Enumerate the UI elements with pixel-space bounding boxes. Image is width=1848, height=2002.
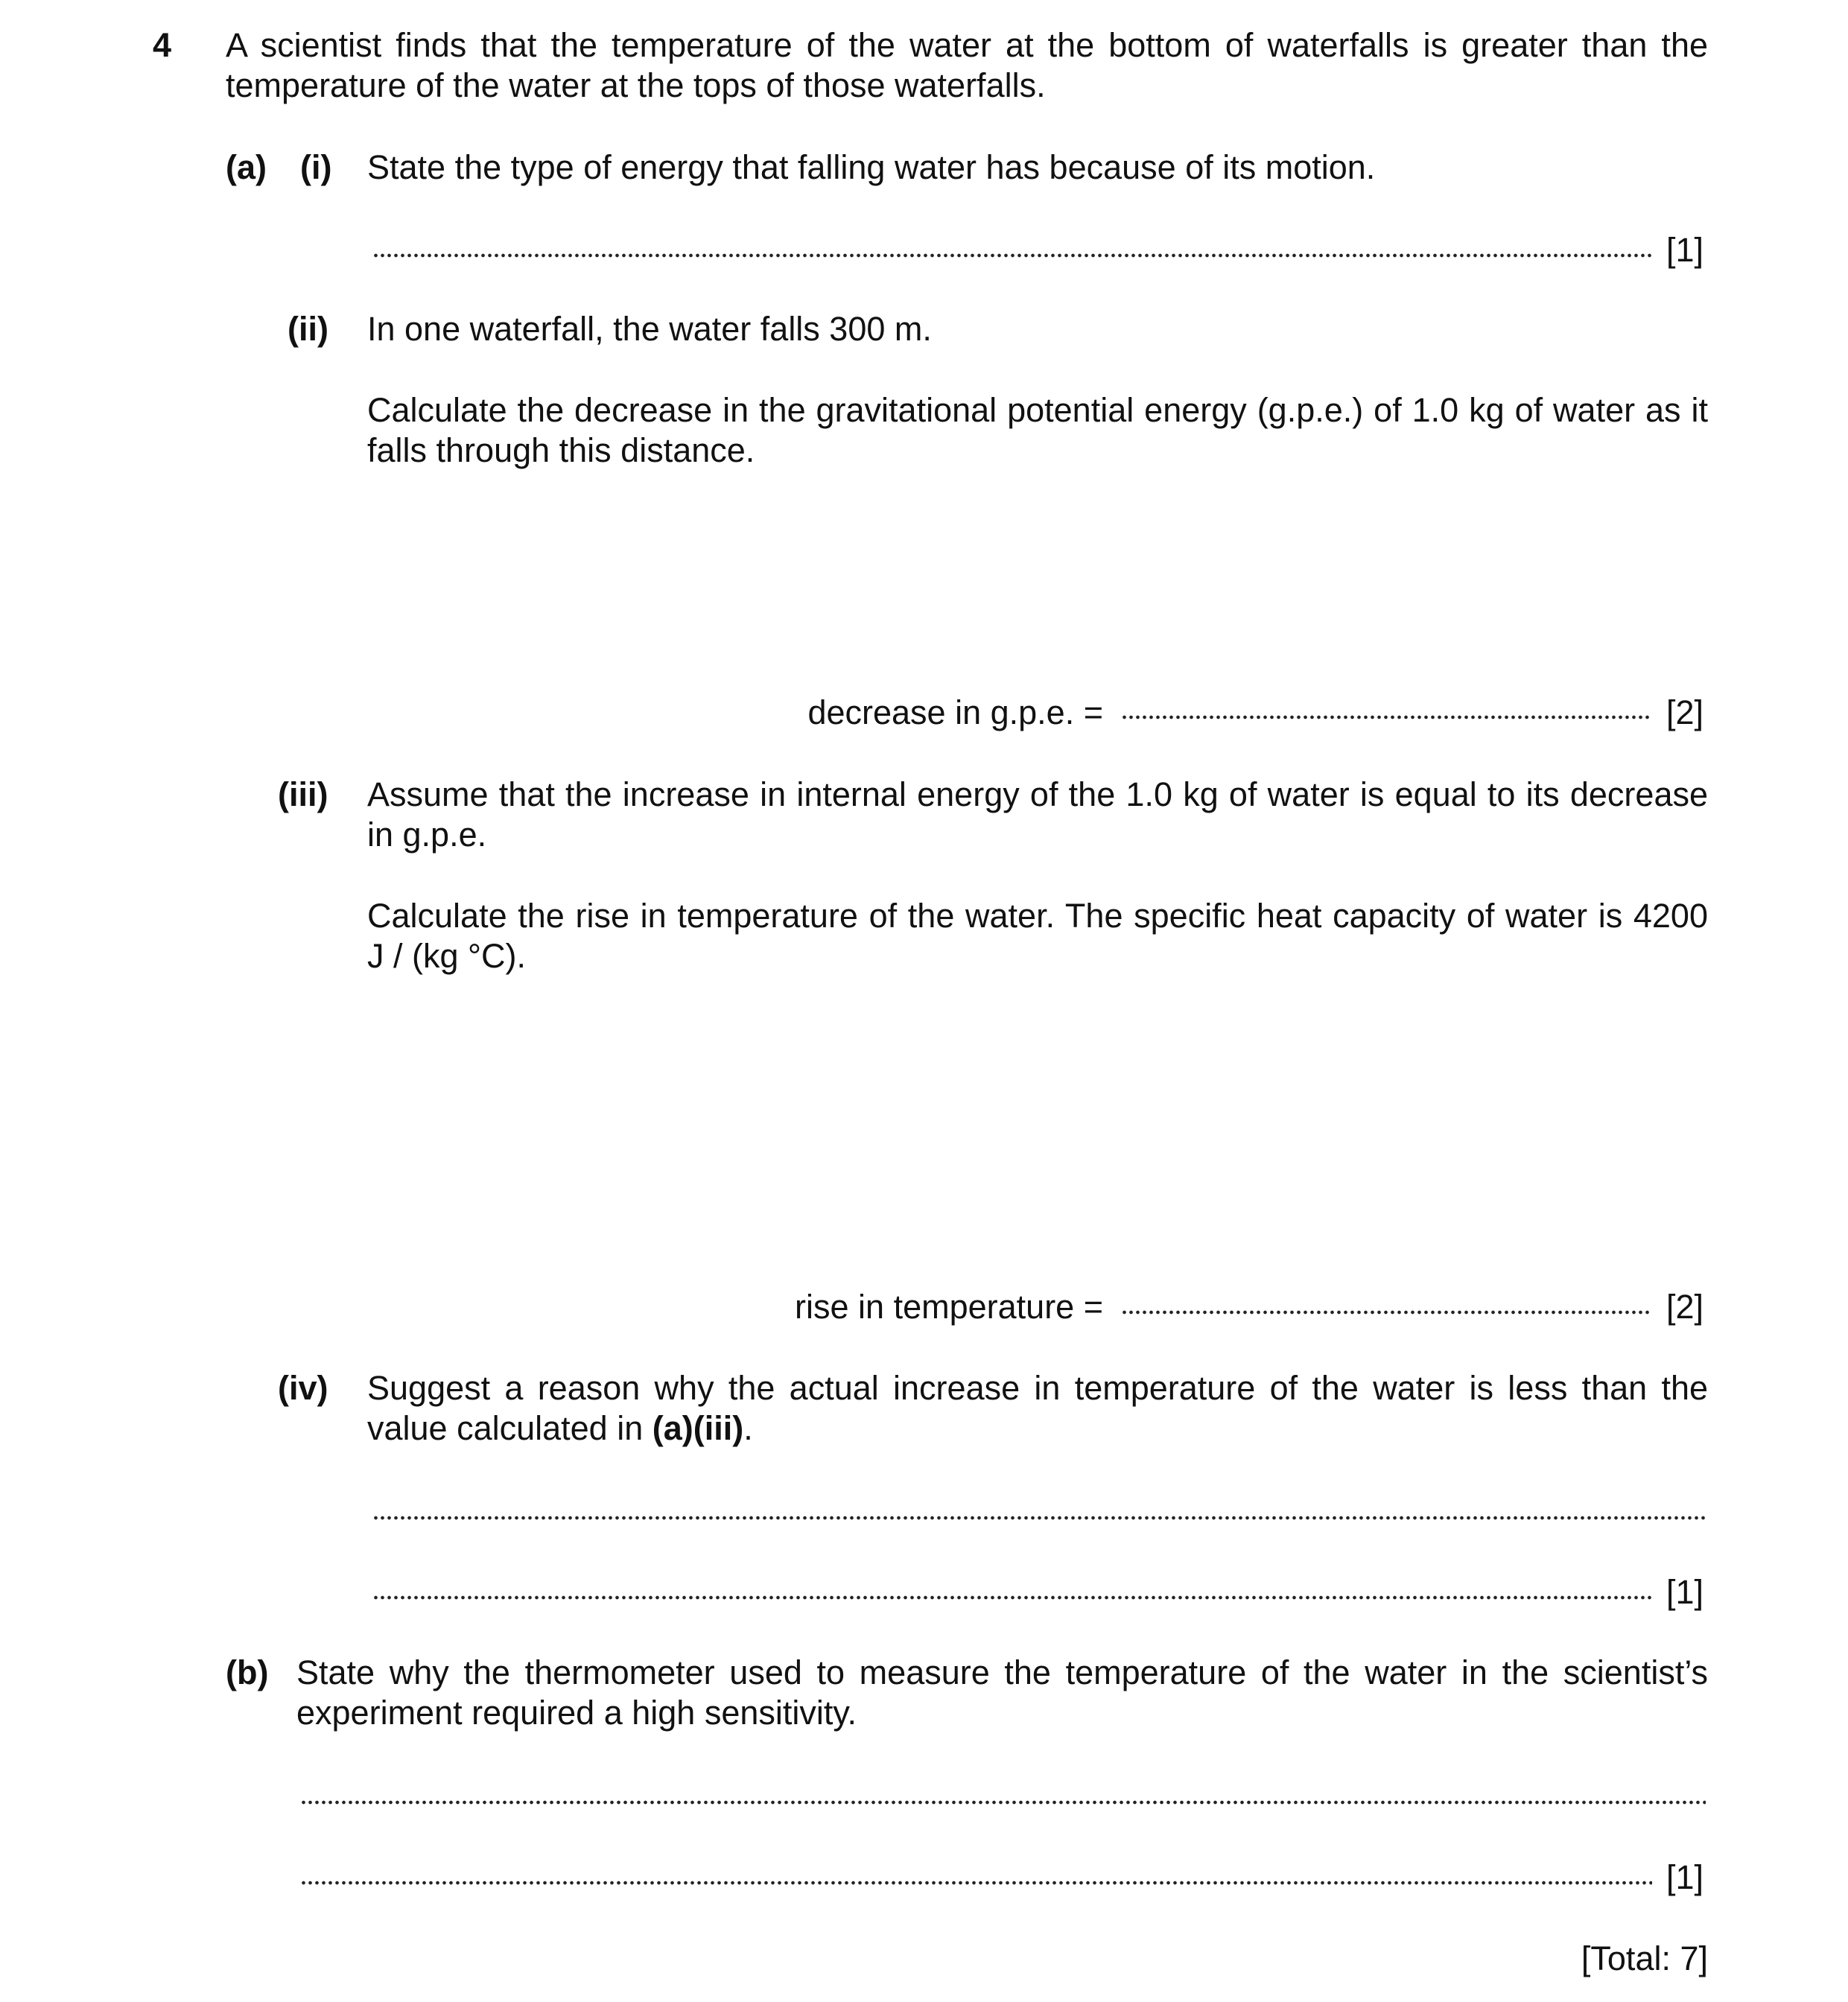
question-number: 4: [153, 26, 172, 64]
part-a-label: (a): [226, 148, 267, 186]
answer-line-a-iii[interactable]: [1121, 1309, 1652, 1316]
mark-b: [1]: [1666, 1858, 1704, 1896]
mark-a-iv: [1]: [1666, 1573, 1704, 1611]
answer-label-gpe: decrease in g.p.e. =: [807, 693, 1103, 731]
mark-a-i: [1]: [1666, 231, 1704, 269]
answer-line-b-2[interactable]: [300, 1879, 1652, 1887]
answer-line-a-iv-2[interactable]: [372, 1594, 1652, 1601]
subpart-iii-text1: Assume that the increase in internal energy of the 1.0 kg of water is equal to its decrease in g.p.e.: [367, 775, 1708, 854]
answer-line-b-1[interactable]: [300, 1799, 1706, 1806]
answer-label-temperature: rise in temperature =: [795, 1288, 1103, 1326]
answer-line-a-iv-1[interactable]: [372, 1514, 1706, 1522]
subpart-iv-reference: (a)(iii): [652, 1409, 744, 1447]
answer-line-a-i[interactable]: [372, 252, 1652, 259]
subpart-ii-label: (ii): [288, 310, 328, 348]
subpart-ii-text2: Calculate the decrease in the gravitational potential energy (g.p.e.) of 1.0 kg of water as it falls through this distance.: [367, 391, 1708, 469]
subpart-iv-text-main: Suggest a reason why the actual increase in temperature of the water is less than the value calculated in: [367, 1369, 1708, 1447]
answer-line-a-ii[interactable]: [1121, 714, 1652, 721]
total-marks: [Total: 7]: [1581, 1939, 1708, 1977]
subpart-i-label: (i): [300, 148, 332, 186]
mark-a-ii: [2]: [1666, 693, 1704, 731]
part-b-text: State why the thermometer used to measure the temperature of the water in the scientist’s experiment required a high sensitivity.: [296, 1653, 1708, 1732]
subpart-i-text: State the type of energy that falling water has because of its motion.: [367, 148, 1376, 186]
subpart-ii-text1: In one waterfall, the water falls 300 m.: [367, 310, 932, 348]
subpart-iv-text: [367, 1368, 1708, 1449]
subpart-iii-label: (iii): [278, 775, 328, 813]
subpart-iii-text2: Calculate the rise in temperature of the water. The specific heat capacity of water is 4200 J / (kg °C).: [367, 897, 1708, 975]
subpart-iv-text-end: .: [743, 1409, 753, 1447]
question-stem: A scientist finds that the temperature of the water at the bottom of waterfalls is greater than the temperature of the water at the tops of those waterfalls.: [226, 26, 1708, 104]
mark-a-iii: [2]: [1666, 1288, 1704, 1326]
part-b-label: (b): [226, 1653, 269, 1691]
subpart-iv-label: (iv): [278, 1369, 328, 1407]
